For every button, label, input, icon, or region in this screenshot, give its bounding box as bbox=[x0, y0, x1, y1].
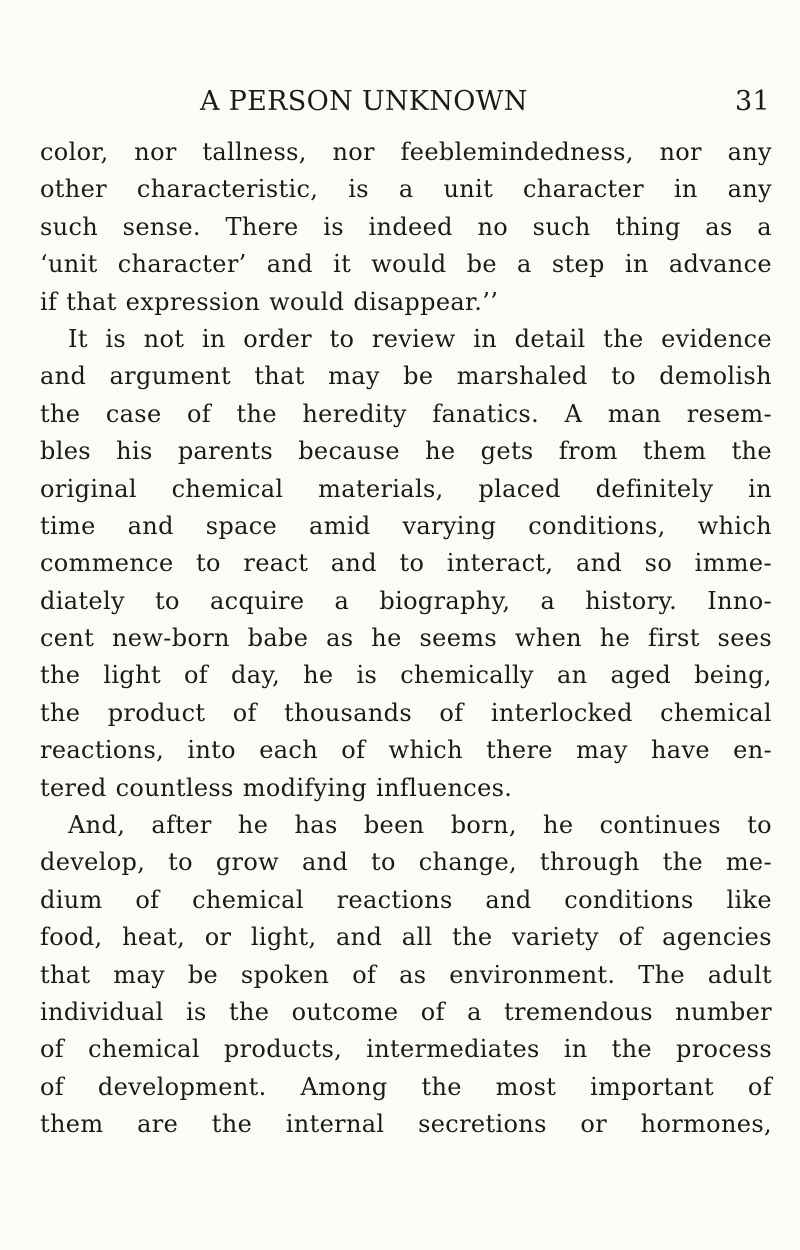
running-title: A PERSON UNKNOWN bbox=[200, 86, 528, 117]
text-line: develop, to grow and to change, through the me- bbox=[40, 848, 772, 877]
text-line: reactions, into each of which there may have en- bbox=[40, 736, 772, 765]
text-line: individual is the outcome of a tremendous number bbox=[40, 997, 772, 1026]
text-line: of chemical products, intermediates in the process bbox=[40, 1035, 772, 1064]
text-line: dium of chemical reactions and conditions like bbox=[40, 885, 772, 914]
text-line: them are the internal secretions or hormones, bbox=[40, 1110, 772, 1139]
page-header bbox=[200, 86, 770, 126]
text-line: food, heat, or light, and all the variety of agencies bbox=[40, 923, 772, 952]
text-line: of development. Among the most important of bbox=[40, 1072, 772, 1101]
page-number: 31 bbox=[735, 86, 770, 117]
text-line: ‘unit character’ and it would be a step in advance bbox=[40, 250, 772, 279]
text-line: It is not in order to review in detail the evidence bbox=[68, 324, 772, 353]
text-line: cent new-born babe as he seems when he first sees bbox=[40, 624, 772, 653]
text-line: the light of day, he is chemically an aged being, bbox=[40, 661, 772, 690]
text-line: that may be spoken of as environment. The adult bbox=[40, 960, 772, 989]
text-line: And, after he has been born, he continues to bbox=[68, 811, 772, 840]
text-line: tered countless modifying influences. bbox=[40, 773, 513, 802]
text-line: diately to acquire a biography, a history. Inno- bbox=[40, 586, 772, 615]
text-line: time and space amid varying conditions, which bbox=[40, 511, 772, 540]
text-line: original chemical materials, placed definitely in bbox=[40, 474, 772, 503]
text-line: commence to react and to interact, and so imme- bbox=[40, 549, 772, 578]
text-line: if that expression would disappear.’’ bbox=[40, 287, 499, 316]
text-line: the case of the heredity fanatics. A man resem- bbox=[40, 399, 772, 428]
text-line: bles his parents because he gets from them the bbox=[40, 437, 772, 466]
text-line: other characteristic, is a unit character in any bbox=[40, 175, 772, 204]
text-line: the product of thousands of interlocked chemical bbox=[40, 698, 772, 727]
body-text bbox=[40, 134, 772, 1144]
text-line: such sense. There is indeed no such thing as a bbox=[40, 212, 772, 241]
text-line: and argument that may be marshaled to demolish bbox=[40, 362, 772, 391]
text-line: color, nor tallness, nor feeblemindedness, nor any bbox=[40, 138, 772, 166]
